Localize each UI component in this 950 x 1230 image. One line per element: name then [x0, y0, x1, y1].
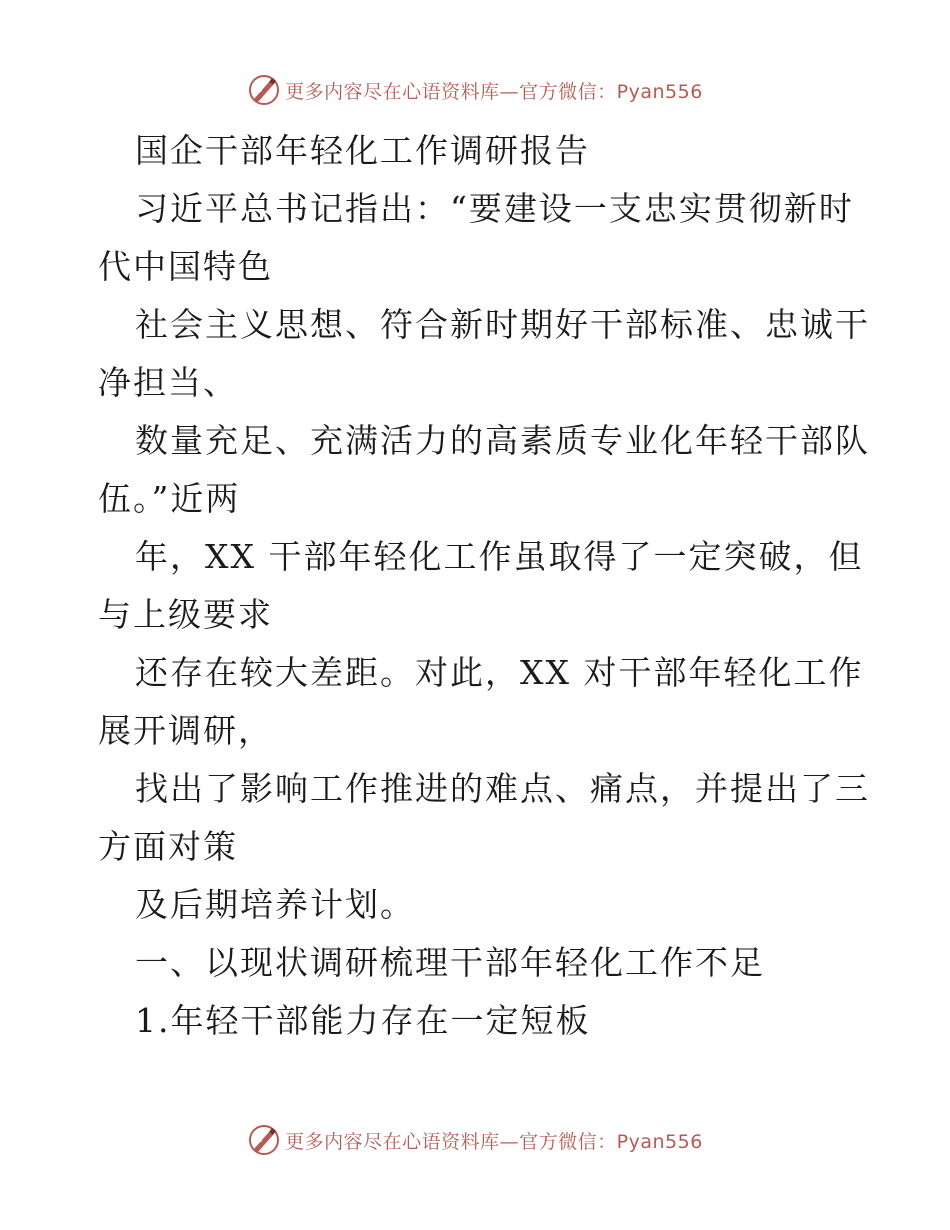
- text-line: 方面对策: [98, 827, 238, 866]
- text-line: 代中国特色: [98, 247, 273, 286]
- text-line: 数量充足、充满活力的高素质专业化年轻干部队: [135, 421, 870, 460]
- footer-watermark: [0, 1120, 950, 1160]
- text-line: 1.年轻干部能力存在一定短板: [135, 1001, 591, 1040]
- watermark-text: 更多内容尽在心语资料库—官方微信：Pyan556: [285, 1130, 703, 1153]
- text-line: 伍。”近两: [98, 479, 241, 518]
- text-line: 展开调研，: [98, 711, 273, 750]
- text-line: 国企干部年轻化工作调研报告: [135, 131, 590, 170]
- text-line: 与上级要求: [98, 595, 273, 634]
- text-line: 一、以现状调研梳理干部年轻化工作不足: [135, 943, 765, 982]
- header-watermark: [0, 70, 950, 110]
- watermark-text: 更多内容尽在心语资料库—官方微信：Pyan556: [285, 80, 703, 103]
- document-body: [98, 122, 870, 1050]
- pen-logo-icon: [247, 73, 281, 107]
- text-line: 社会主义思想、符合新时期好干部标准、忠诚干: [135, 305, 870, 344]
- text-line: 习近平总书记指出：“要建设一支忠实贯彻新时: [135, 189, 854, 228]
- text-line: 年，XX 干部年轻化工作虽取得了一定突破，但: [135, 537, 864, 576]
- text-line: 找出了影响工作推进的难点、痛点，并提出了三: [135, 769, 870, 808]
- pen-logo-icon: [247, 1123, 281, 1157]
- text-line: 还存在较大差距。对此，XX 对干部年轻化工作: [135, 653, 864, 692]
- text-line: 及后期培养计划。: [135, 885, 415, 924]
- text-line: 净担当、: [98, 363, 238, 402]
